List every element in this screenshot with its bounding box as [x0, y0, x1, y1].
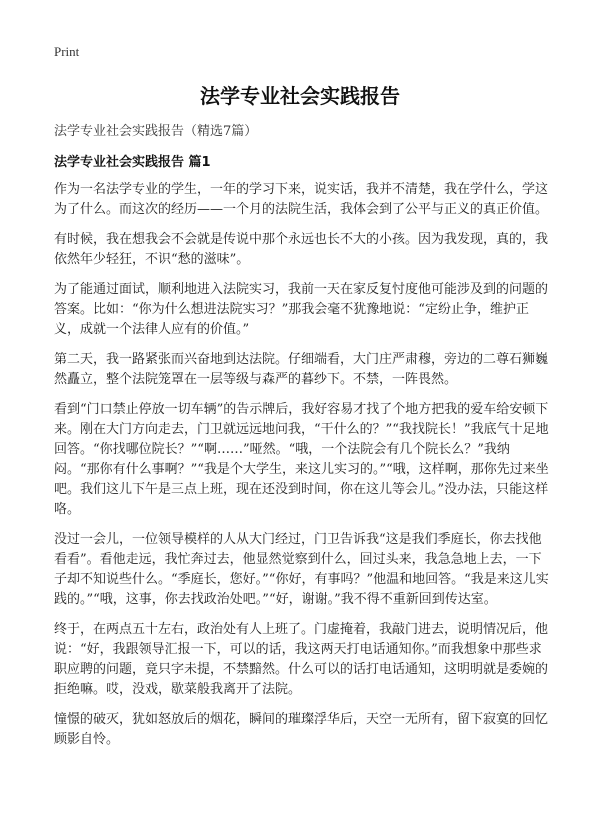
section-heading: 法学专业社会实践报告 篇1	[54, 155, 211, 170]
paragraph: 作为一名法学专业的学生，一年的学习下来，说实话，我并不清楚，我在学什么，学这为了什么。而这次的经历——一个月的法院生活，我体会到了公平与正义的真正价值。	[54, 182, 549, 217]
paragraph: 为了能通过面试，顺利地进入法院实习，我前一天在家反复忖度他可能涉及到的问题的答案。比如：“你为什么想进法院实习？”那我会毫不犹豫地说：“定纷止争，维护正义，成就一个法律人应有的价值。”	[54, 282, 549, 337]
paragraph: 憧憬的破灭，犹如怒放后的烟花，瞬间的璀璨浮华后，天空一无所有，留下寂寞的回忆顾影自怜。	[54, 712, 549, 747]
paragraph: 终于，在两点五十左右，政治处有人上班了。门虚掩着，我敲门进去，说明情况后，他说：“好，我跟领导汇报一下，可以的话，我这两天打电话通知你。”而我想象中那些求职应聘的问题，竟只字未提，不禁黯然。什么可以的话打电话通知，这明明就是委婉的拒绝嘛。哎，没戏，歇菜般我离开了法院。	[54, 622, 549, 697]
paragraph: 有时候，我在想我会不会就是传说中那个永远也长不大的小孩。因为我发现，真的，我依然年少轻狂，不识“愁的滋味”。	[54, 232, 549, 267]
article-body	[54, 180, 554, 760]
paragraph: 看到“门口禁止停放一切车辆”的告示牌后，我好容易才找了个地方把我的爱车给安顿下来。刚在大门方向走去，门卫就远远地问我，“干什么的？”“我找院长！”我底气十足地回答。“你找哪位院长？”“啊……”哑然。“哦，一个法院会有几个院长么？”我纳闷。“那你有什么事啊？”“我是个大学生，来这儿实习的。”“哦，这样啊，那你先过来坐吧。我们这儿下午是三点上班，现在还没到时间，你在这儿等会儿。”没办法，只能这样咯。	[54, 402, 549, 517]
print-link[interactable]: Print	[54, 44, 80, 59]
paragraph: 第二天，我一路紧张而兴奋地到达法院。仔细端看，大门庄严肃穆，旁边的二尊石狮巍然矗立，整个法院笼罩在一层等级与森严的暮纱下。不禁，一阵畏然。	[54, 352, 549, 387]
page-title: 法学专业社会实践报告	[200, 84, 400, 108]
paragraph: 没过一会儿，一位领导模样的人从大门经过，门卫告诉我“这是我们季庭长，你去找他看看”。看他走远，我忙奔过去，他显然觉察到什么，回过头来，我急急地上去，一下子却不知说些什么。“季庭长，您好。”“你好，有事吗？”他温和地回答。“我是来这儿实践的。”“哦，这事，你去找政治处吧。”“好，谢谢。”我不得不重新回到传达室。	[54, 532, 549, 607]
document-subtitle: 法学专业社会实践报告（精选7篇）	[54, 124, 258, 139]
